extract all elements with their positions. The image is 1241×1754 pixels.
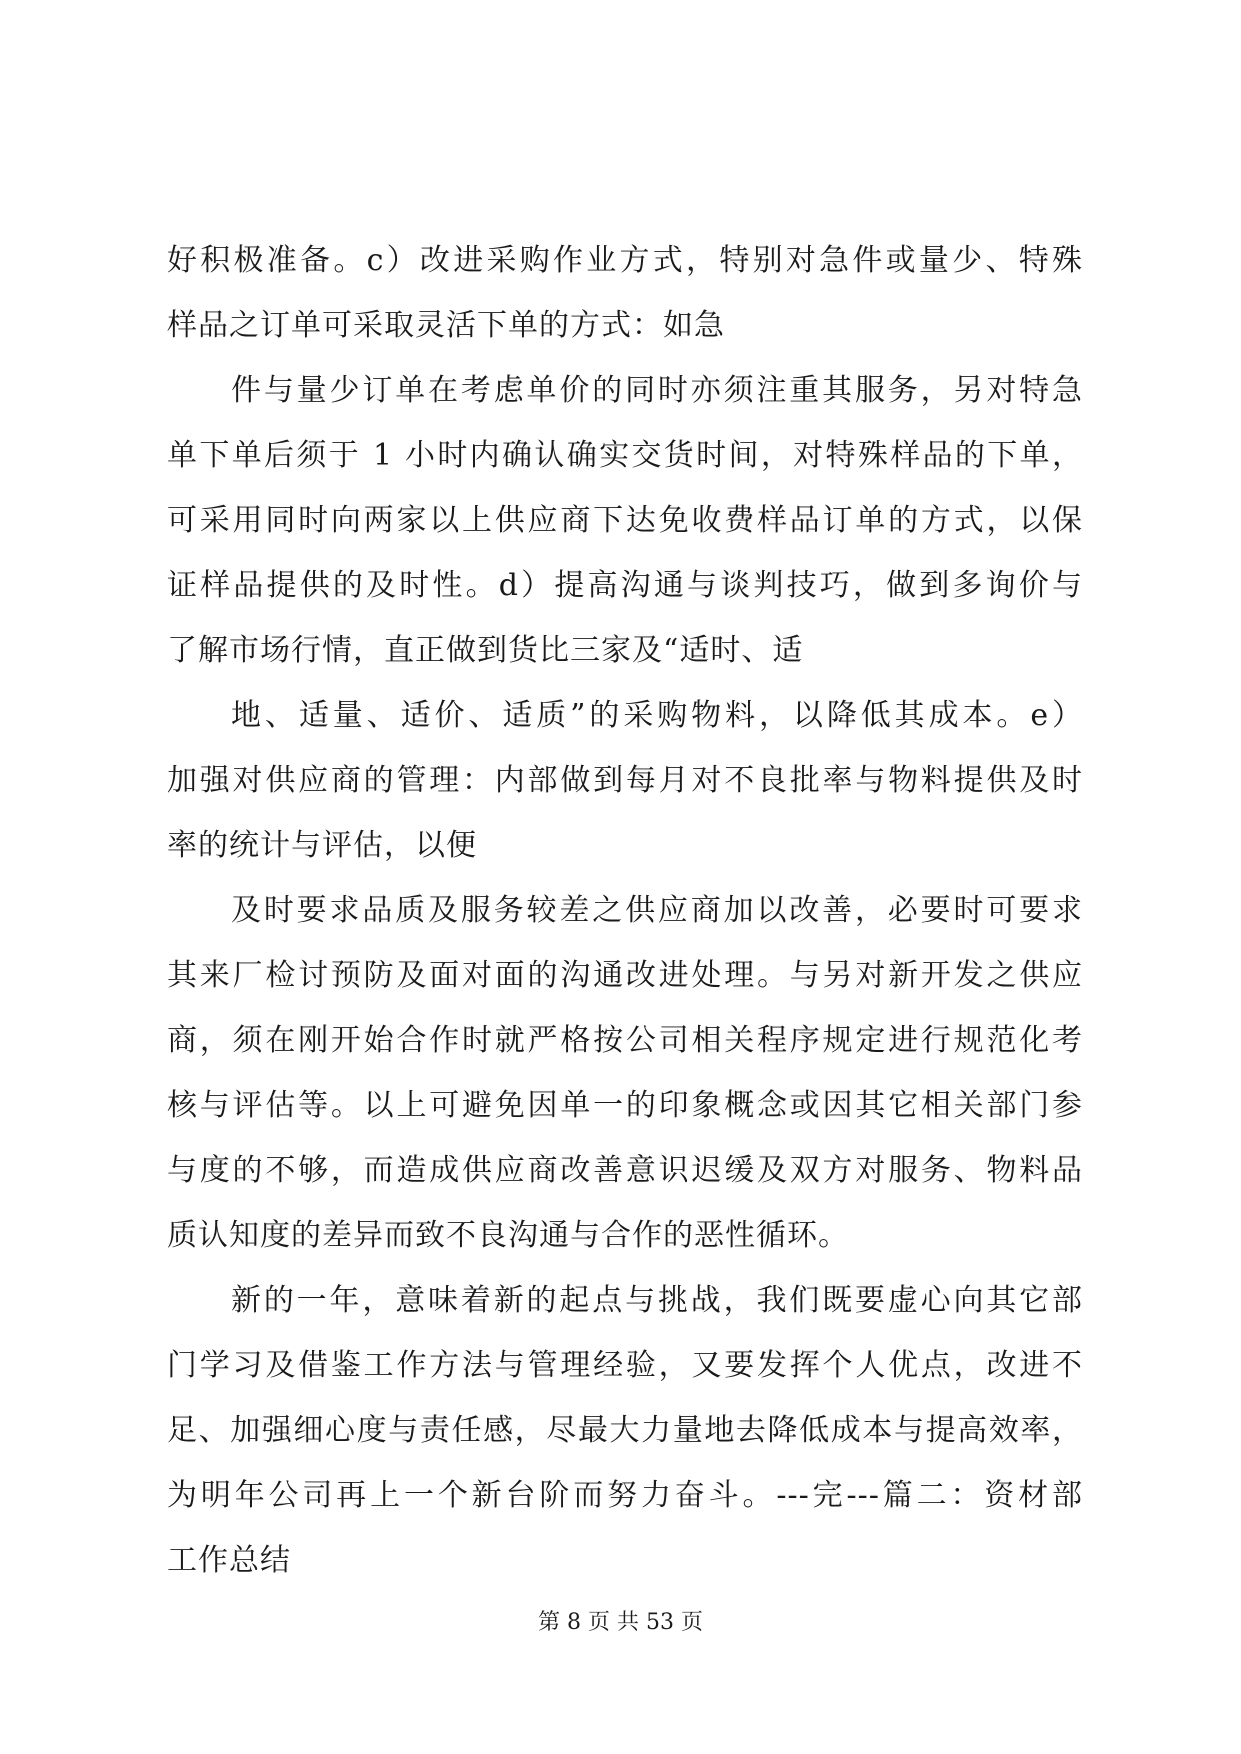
text-line: 率的统计与评估，以便 [167, 828, 477, 863]
text-line: 足、加强细心度与责任感，尽最大力量地去降低成本与提高效率， [167, 1413, 1083, 1448]
page-number: 第 8 页 共 53 页 [538, 1610, 703, 1635]
text-line: 加强对供应商的管理：内部做到每月对不良批率与物料提供及时 [167, 763, 1083, 798]
text-line: 地、适量、适价、适质”的采购物料，以降低其成本。e） [231, 698, 1083, 733]
body-text [167, 228, 1083, 1593]
text-line: 工作总结 [167, 1543, 291, 1578]
text-line: 质认知度的差异而致不良沟通与合作的恶性循环。 [167, 1218, 849, 1253]
page-footer [0, 1608, 1241, 1638]
text-line: 单下单后须于 1 小时内确认确实交货时间，对特殊样品的下单， [167, 438, 1083, 473]
text-line: 商，须在刚开始合作时就严格按公司相关程序规定进行规范化考 [167, 1023, 1083, 1058]
text-line: 为明年公司再上一个新台阶而努力奋斗。---完---篇二：资材部 [167, 1478, 1083, 1513]
text-line: 与度的不够，而造成供应商改善意识迟缓及双方对服务、物料品 [167, 1153, 1083, 1188]
text-line: 其来厂检讨预防及面对面的沟通改进处理。与另对新开发之供应 [167, 958, 1083, 993]
text-line: 件与量少订单在考虑单价的同时亦须注重其服务，另对特急 [231, 373, 1083, 408]
text-line: 证样品提供的及时性。d）提高沟通与谈判技巧，做到多询价与 [167, 568, 1083, 603]
text-line: 核与评估等。以上可避免因单一的印象概念或因其它相关部门参 [167, 1088, 1083, 1123]
text-line: 了解市场行情，直正做到货比三家及“适时、适 [167, 633, 804, 668]
text-line: 门学习及借鉴工作方法与管理经验，又要发挥个人优点，改进不 [167, 1348, 1083, 1383]
text-line: 好积极准备。c）改进采购作业方式，特别对急件或量少、特殊 [167, 243, 1083, 278]
text-line: 及时要求品质及服务较差之供应商加以改善，必要时可要求 [231, 893, 1083, 928]
text-line: 样品之订单可采取灵活下单的方式：如急 [167, 308, 725, 343]
text-line: 可采用同时向两家以上供应商下达免收费样品订单的方式，以保 [167, 503, 1083, 538]
text-line: 新的一年，意味着新的起点与挑战，我们既要虚心向其它部 [231, 1283, 1083, 1318]
